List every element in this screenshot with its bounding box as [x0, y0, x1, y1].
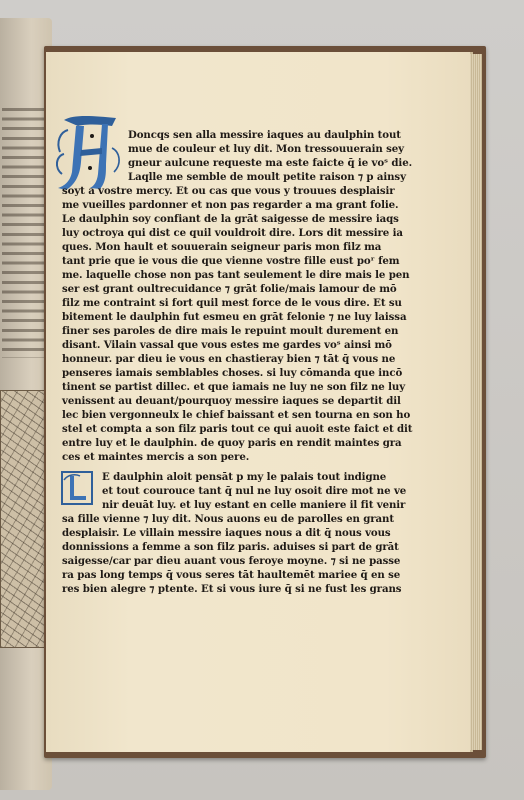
text-line: saigesse/car par dieu auant vous feroye moyne. ⁊ si ne passe: [62, 555, 401, 567]
text-line: ser est grant oultrecuidance ⁊ grāt folie/mais lamour de mō: [62, 283, 397, 295]
text-line: ra pas long temps q̄ vous seres tāt haultemēt mariee q̄ en se: [62, 569, 401, 581]
facing-page-text: [2, 108, 46, 358]
text-line: Le daulphin soy confiant de la grāt saigesse de messire iaqs: [62, 213, 399, 225]
text-line: me. laquelle chose non pas tant seulement le dire mais le pen: [62, 269, 410, 281]
text-line: bitement le daulphin fut esmeu en grāt felonie ⁊ ne luy laissa: [62, 311, 407, 323]
text-line: penseres iamais semblables choses. si luy cōmanda que incō: [62, 367, 403, 379]
text-line: Laqlle me semble de moult petite raison ⁊ p ainsy: [128, 171, 406, 183]
text-line: tinent se partist dillec. et que iamais ne luy ne son filz ne luy: [62, 381, 406, 393]
text-line: filz me contraint si fort quil mest force de le vous dire. Et su: [62, 297, 402, 309]
text-line: res bien alegre ⁊ ptente. Et si vous iure q̄ si ne fust les grans: [62, 583, 402, 595]
facing-page-woodcut: [0, 390, 48, 648]
text-line: me vueilles pardonner et non pas regarder a ma grant folie.: [62, 199, 399, 211]
decorated-initial-small: [60, 470, 94, 506]
text-line: ques. Mon hault et souuerain seigneur paris mon filz ma: [62, 241, 382, 253]
text-line: ces et maintes mercis a son pere.: [62, 451, 250, 463]
text-line: disant. Vilain vassal que vous estes me gardes voˢ ainsi mō: [62, 339, 392, 351]
text-line: finer ses paroles de dire mais le repuint moult durement en: [62, 325, 399, 337]
decorated-initial: [54, 112, 124, 194]
text-line: entre luy et le daulphin. de quoy paris en rendit maintes gra: [62, 437, 402, 449]
text-line: desplaisir. Le villain messire iaques nous a dit q̄ nous vous: [62, 527, 391, 539]
text-line: soyt a vostre mercy. Et ou cas que vous y trouues desplaisir: [62, 185, 395, 197]
text-line: honneur. par dieu ie vous en chastieray bien ⁊ tāt q̄ vous ne: [62, 353, 396, 365]
text-line: mue de couleur et luy dit. Mon tressouuerain sey: [128, 143, 404, 155]
text-line: luy octroya qui dist ce quil vouldroit dire. Lors dit messire ia: [62, 227, 403, 239]
text-line: Doncqs sen alla messire iaques au daulphin tout: [128, 129, 401, 141]
text-line: sa fille vienne ⁊ luy dit. Nous auons eu de parolles en grant: [62, 513, 394, 525]
text-line: et tout courouce tant q̄ nul ne luy osoit dire mot ne ve: [102, 485, 407, 497]
text-line: stel et compta a son filz paris tout ce qui auoit este faict et dit: [62, 423, 413, 435]
text-line: nir deuāt luy. et luy estant en celle maniere il fit venir: [102, 499, 406, 511]
text-line: E daulphin aloit pensāt p my le palais tout indigne: [102, 471, 387, 483]
text-line: donnissions a femme a son filz paris. aduises si part de grāt: [62, 541, 399, 553]
text-line: venissent au deuant/pourquoy messire iaques se departit dil: [62, 395, 401, 407]
page-edges: [470, 54, 482, 750]
text-line: lec bien vergonneulx le chief baissant et sen tourna en son ho: [62, 409, 411, 421]
text-line: tant prie que ie vous die que vienne vostre fille eust poʳ fem: [62, 255, 400, 267]
text-line: gneur aulcune requeste ma este faicte q̄ ie voˢ die.: [128, 157, 413, 169]
